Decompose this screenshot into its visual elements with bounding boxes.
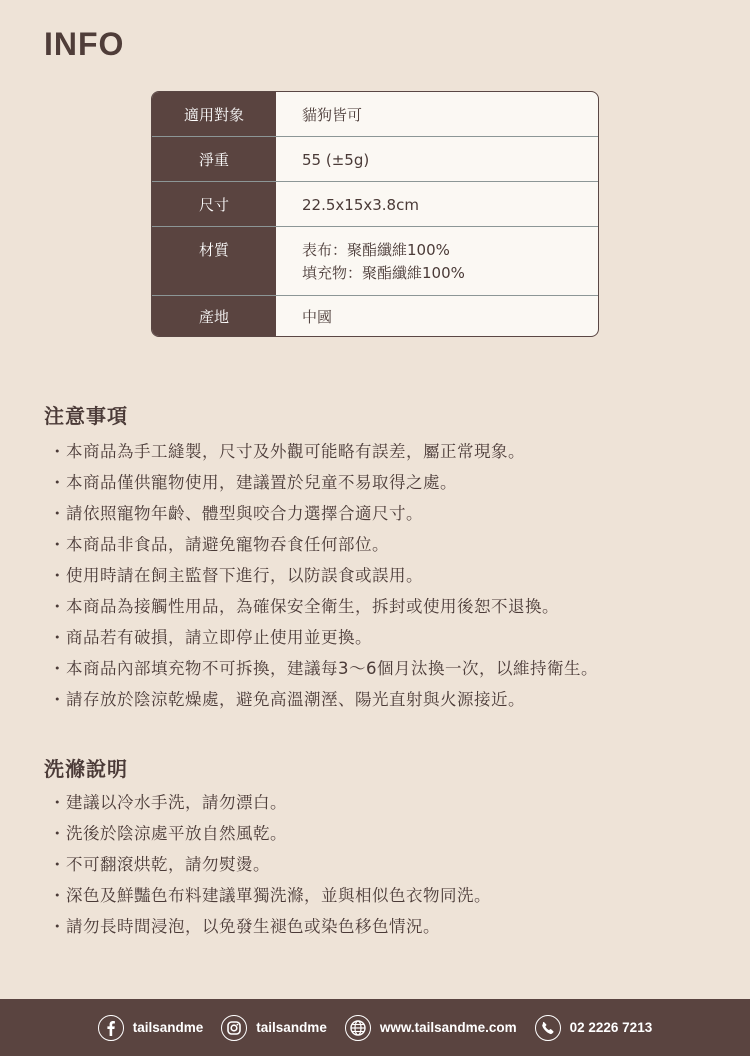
list-item: ・不可翻滾烘乾，請勿熨燙。 — [49, 855, 270, 874]
notes-heading: 注意事項 — [44, 404, 128, 428]
facebook-link[interactable] — [98, 1015, 204, 1041]
spec-row-size — [152, 182, 598, 227]
spec-row-origin — [152, 296, 598, 336]
phone-link[interactable] — [535, 1015, 653, 1041]
spec-label: 尺寸 — [152, 182, 276, 226]
spec-row-material — [152, 227, 598, 296]
website-link[interactable] — [345, 1015, 517, 1041]
spec-label: 淨重 — [152, 137, 276, 181]
list-item: ・請勿長時間浸泡，以免發生褪色或染色移色情況。 — [49, 917, 440, 936]
footer-bar — [0, 999, 750, 1056]
list-item: ・請依照寵物年齡、體型與咬合力選擇合適尺寸。 — [49, 504, 423, 523]
list-item: ・本商品僅供寵物使用，建議置於兒童不易取得之處。 — [49, 473, 457, 492]
spec-value-line: 22.5x15x3.8cm — [302, 196, 419, 214]
list-item: ・洗後於陰涼處平放自然風乾。 — [49, 824, 287, 843]
spec-value-line: 中國 — [302, 308, 333, 326]
spec-value-line: 表布：聚酯纖維100% — [302, 241, 450, 259]
spec-value-line: 貓狗皆可 — [302, 106, 363, 124]
washing-list — [44, 787, 491, 942]
spec-value — [276, 182, 598, 226]
list-item: ・使用時請在飼主監督下進行，以防誤食或誤用。 — [49, 566, 423, 585]
spec-value-line: 55 (±5g) — [302, 151, 370, 169]
list-item: ・請存放於陰涼乾燥處，避免高溫潮溼、陽光直射與火源接近。 — [49, 690, 525, 709]
spec-row-weight — [152, 137, 598, 182]
spec-value — [276, 227, 598, 295]
list-item: ・本商品內部填充物不可拆換，建議每3～6個月汰換一次，以維持衛生。 — [49, 659, 598, 678]
facebook-icon — [98, 1015, 124, 1041]
facebook-handle: tailsandme — [132, 1020, 204, 1035]
instagram-handle: tailsandme — [256, 1020, 327, 1035]
phone-icon — [535, 1015, 561, 1041]
website-url: www.tailsandme.com — [379, 1020, 517, 1035]
instagram-icon — [221, 1015, 247, 1041]
list-item: ・商品若有破損，請立即停止使用並更換。 — [49, 628, 372, 647]
spec-row-target — [152, 92, 598, 137]
spec-value-line: 填充物：聚酯纖維100% — [302, 264, 465, 282]
washing-heading: 洗滌說明 — [44, 757, 128, 781]
page-title: INFO — [44, 26, 125, 62]
notes-list — [44, 436, 598, 715]
list-item: ・本商品為手工縫製，尺寸及外觀可能略有誤差，屬正常現象。 — [49, 442, 525, 461]
spec-label: 適用對象 — [152, 92, 276, 136]
phone-number: 02 2226 7213 — [569, 1020, 653, 1035]
spec-label: 產地 — [152, 296, 276, 336]
instagram-link[interactable] — [221, 1015, 327, 1041]
spec-table — [151, 91, 599, 337]
globe-icon — [345, 1015, 371, 1041]
spec-value — [276, 92, 598, 136]
list-item: ・深色及鮮豔色布料建議單獨洗滌，並與相似色衣物同洗。 — [49, 886, 491, 905]
list-item: ・本商品非食品，請避免寵物吞食任何部位。 — [49, 535, 389, 554]
spec-label: 材質 — [152, 227, 276, 295]
spec-value — [276, 296, 598, 336]
spec-value — [276, 137, 598, 181]
list-item: ・建議以冷水手洗，請勿漂白。 — [49, 793, 287, 812]
list-item: ・本商品為接觸性用品，為確保安全衛生，拆封或使用後恕不退換。 — [49, 597, 559, 616]
